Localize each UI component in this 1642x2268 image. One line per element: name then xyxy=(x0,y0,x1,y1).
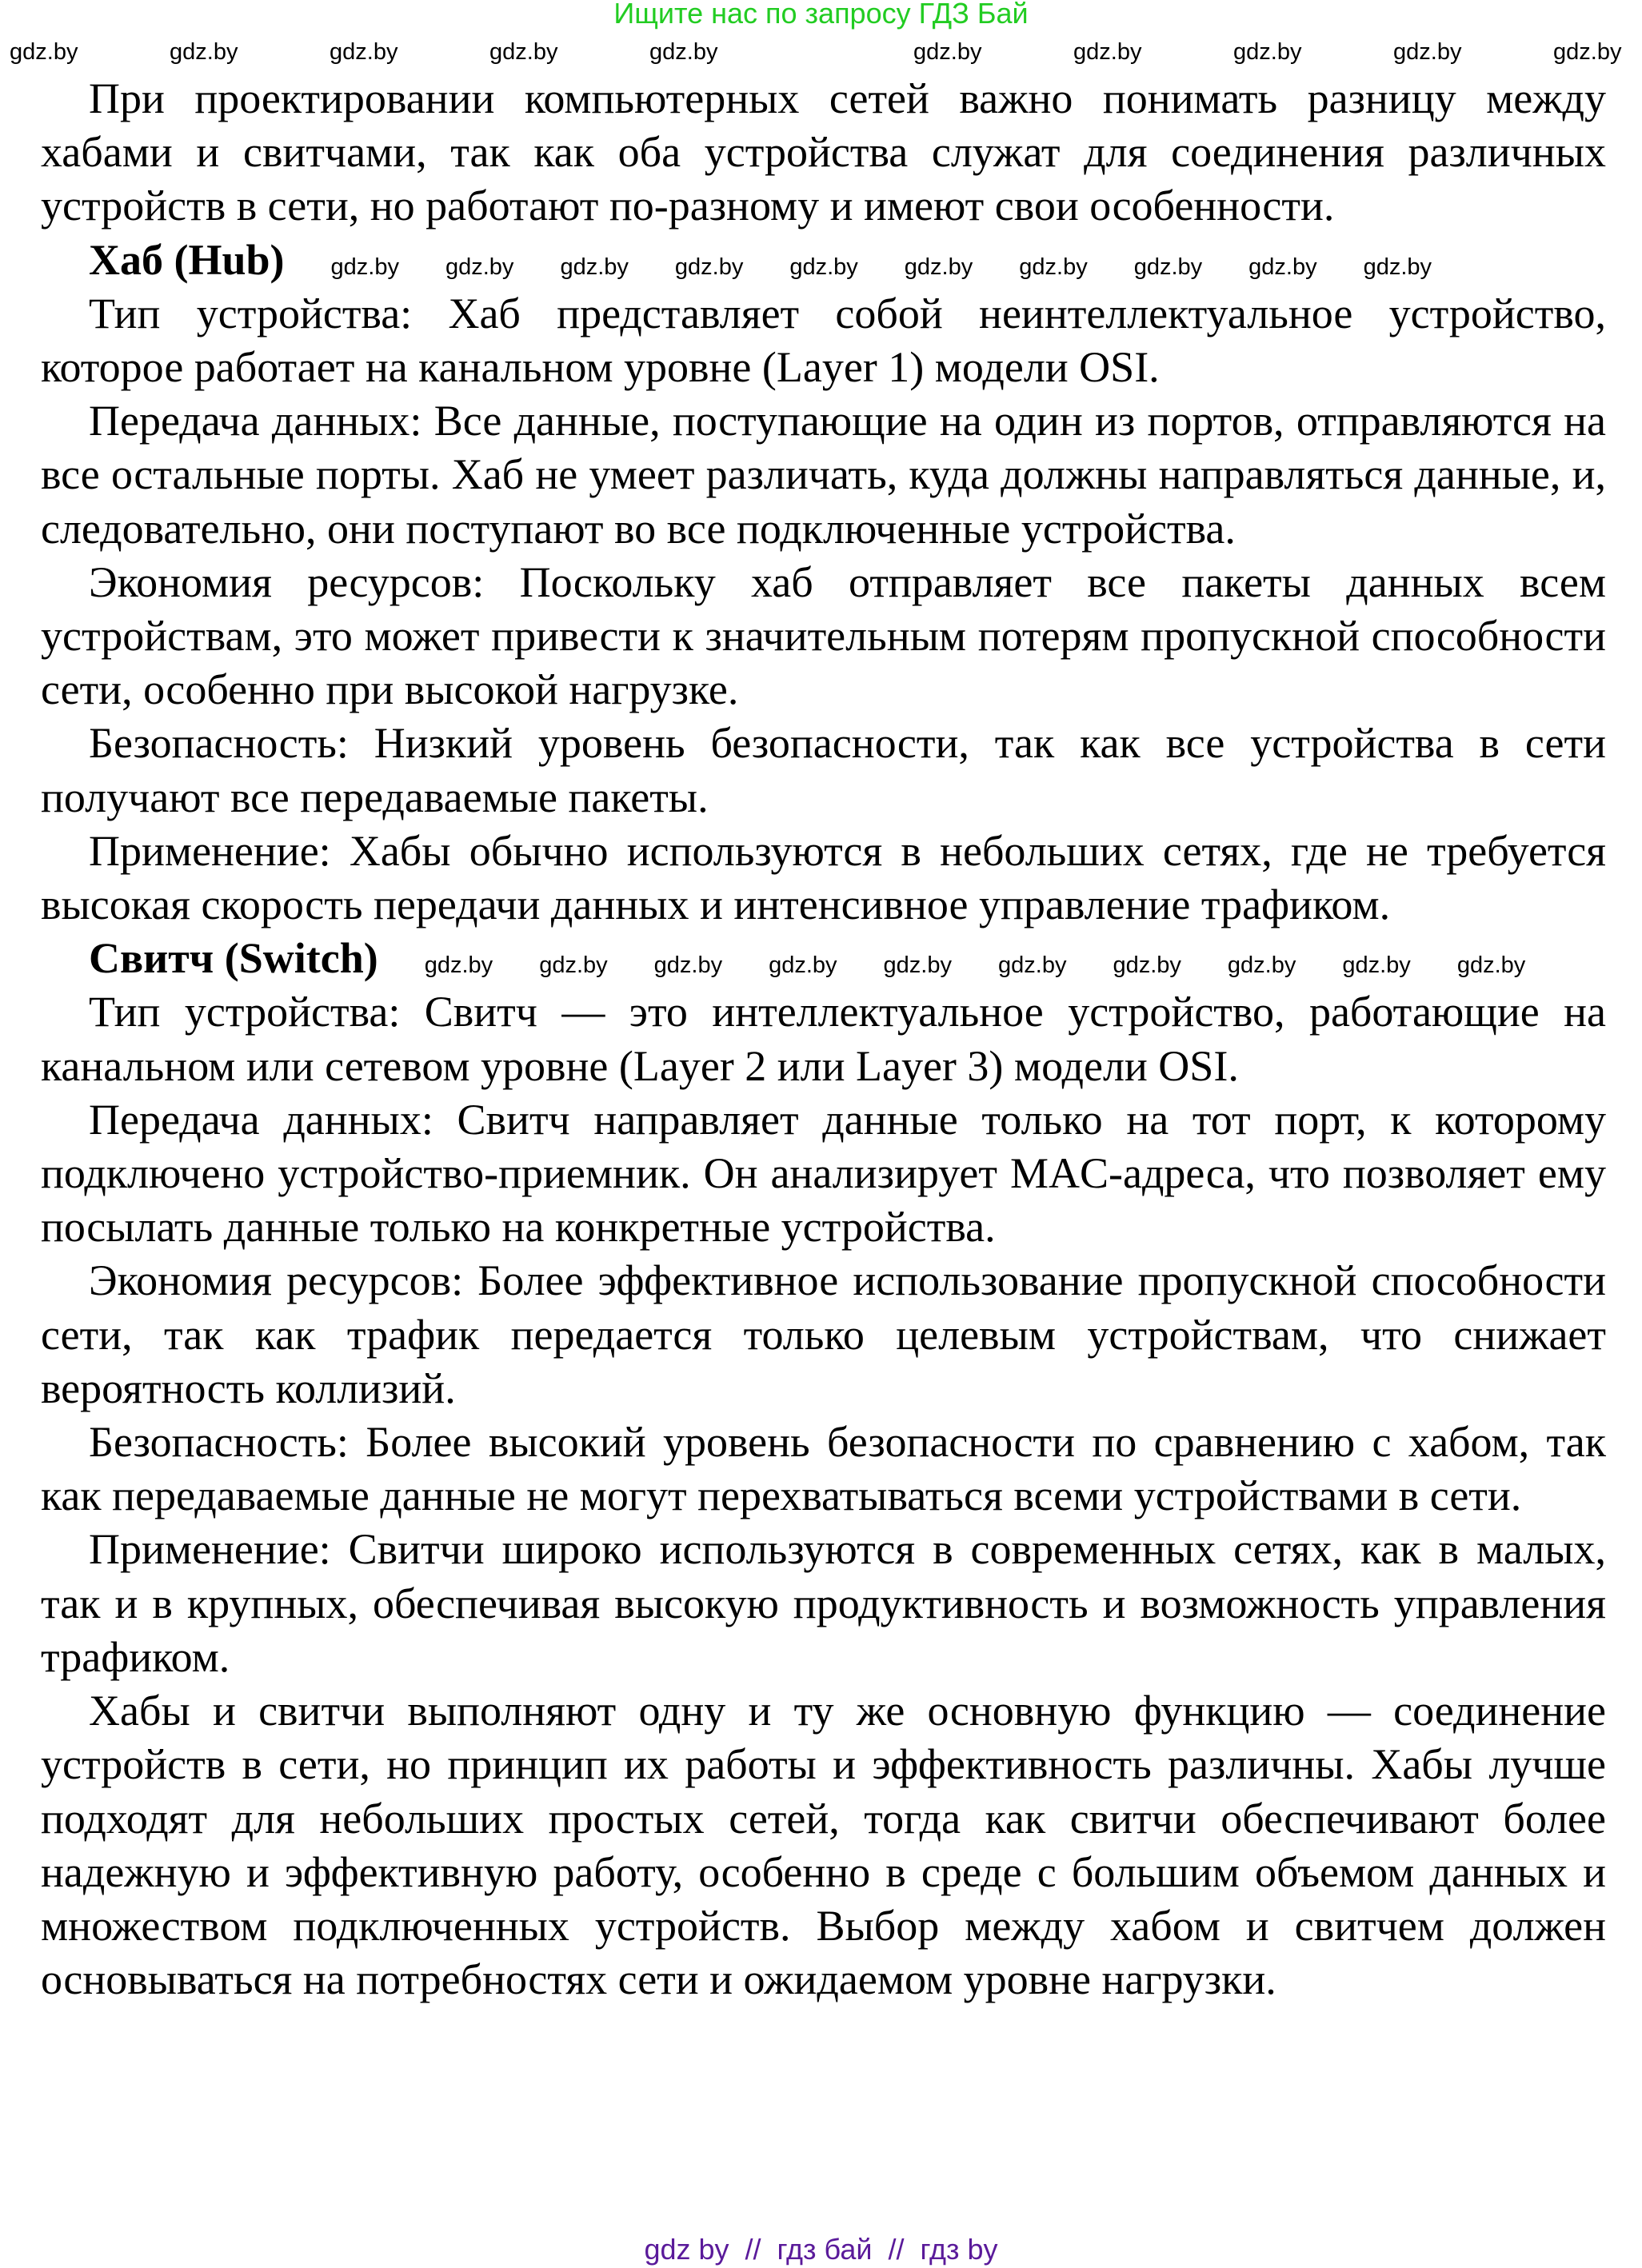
watermark: gdz.by xyxy=(1133,254,1203,280)
watermark: gdz.by xyxy=(170,39,238,65)
watermark: gdz.by xyxy=(883,952,952,979)
watermark: gdz.by xyxy=(1019,254,1088,280)
watermark: gdz.by xyxy=(998,952,1067,979)
hub-paragraph: Экономия ресурсов: Поскольку хаб отправляет все пакеты данных всем устройствам, это может привести к значительным потерям пропускной способности сети, особенно при высокой нагрузке. xyxy=(41,557,1606,714)
hub-paragraph: Передача данных: Все данные, поступающие на один из портов, отправляются на все остальные порты. Хаб не умеет различать, куда должны направляться данные, и, следовательно, они поступают во все подключенные устройства. xyxy=(41,397,1606,553)
conclusion-paragraph: Хабы и свитчи выполняют одну и ту же основную функцию — соединение устройств в сети, но принцип их работы и эффективность различны. Хабы лучше подходят для небольших простых сетей, тогда как свитчи обеспечивают более надежную и эффективную работу, особенно в среде с большим объемом данных и множеством подключенных устройств. Выбор между хабом и свитчем должен основываться на потребностях сети и ожидаемом уровне нагрузки. xyxy=(41,1687,1606,2004)
watermark: gdz.by xyxy=(1227,952,1296,979)
watermark: gdz.by xyxy=(10,39,78,65)
watermark: gdz.by xyxy=(769,952,837,979)
hub-paragraph: Применение: Хабы обычно используются в небольших сетях, где не требуется высокая скорость передачи данных и интенсивное управление трафиком. xyxy=(41,826,1606,929)
watermark: gdz.by xyxy=(653,952,723,979)
switch-paragraph: Безопасность: Более высокий уровень безопасности по сравнению с хабом, так как передаваемые данные не могут перехватываться всеми устройствами в сети. xyxy=(41,1418,1606,1520)
search-banner: Ищите нас по запросу ГДЗ Бай xyxy=(613,0,1029,30)
watermark: gdz.by xyxy=(1393,39,1462,65)
switch-paragraph: Экономия ресурсов: Более эффективное использование пропускной способности сети, так как трафик передается только целевым устройствам, что снижает вероятность коллизий. xyxy=(41,1256,1606,1412)
watermark: gdz.by xyxy=(1363,254,1432,280)
watermark: gdz.by xyxy=(539,952,608,979)
hub-heading: Хаб (Hub) xyxy=(89,235,285,284)
watermark: gdz.by xyxy=(1553,39,1622,65)
hub-heading-line xyxy=(41,234,1606,287)
watermark: gdz.by xyxy=(489,39,558,65)
intro-paragraph: При проектировании компьютерных сетей важно понимать разницу между хабами и свитчами, так как оба устройства служат для соединения различных устройств в сети, но работают по-разному и имеют свои особенности. xyxy=(41,74,1606,230)
switch-heading: Свитч (Switch) xyxy=(89,934,378,983)
watermark: gdz.by xyxy=(560,254,629,280)
watermark: gdz.by xyxy=(913,39,982,65)
watermark: gdz.by xyxy=(330,254,399,280)
switch-paragraph: Передача данных: Свитч направляет данные только на тот порт, к которому подключено устройство-приемник. Он анализирует MAC-адреса, что позволяет ему посылать данные только на конкретные устройства. xyxy=(41,1095,1606,1252)
watermark: gdz.by xyxy=(789,254,858,280)
watermark: gdz.by xyxy=(1456,952,1526,979)
watermark: gdz.by xyxy=(674,254,744,280)
hub-paragraph: Безопасность: Низкий уровень безопасности, так как все устройства в сети получают все передаваемые пакеты. xyxy=(41,719,1606,821)
switch-heading-line xyxy=(41,932,1606,985)
watermark: gdz.by xyxy=(1233,39,1302,65)
watermark: gdz.by xyxy=(904,254,973,280)
watermark: gdz.by xyxy=(1342,952,1411,979)
watermark: gdz.by xyxy=(649,39,718,65)
watermark: gdz.by xyxy=(1248,254,1317,280)
watermark: gdz.by xyxy=(424,952,493,979)
hub-paragraph: Тип устройства: Хаб представляет собой неинтеллектуальное устройство, которое работает на канальном уровне (Layer 1) модели OSI. xyxy=(41,289,1606,392)
watermark: gdz.by xyxy=(1113,952,1181,979)
watermark: gdz.by xyxy=(1073,39,1142,65)
switch-paragraph: Применение: Свитчи широко используются в современных сетях, как в малых, так и в крупных, обеспечивая высокую продуктивность и возможность управления трафиком. xyxy=(41,1525,1606,1681)
watermark: gdz.by xyxy=(445,254,514,280)
footer-links[interactable]: gdz by // гдз бай // гдз by xyxy=(644,2233,998,2266)
switch-paragraph: Тип устройства: Свитч — это интеллектуальное устройство, работающие на канальном или сетевом уровне (Layer 2 или Layer 3) модели OSI. xyxy=(41,988,1606,1090)
watermark: gdz.by xyxy=(330,39,398,65)
document-body xyxy=(41,72,1606,2006)
